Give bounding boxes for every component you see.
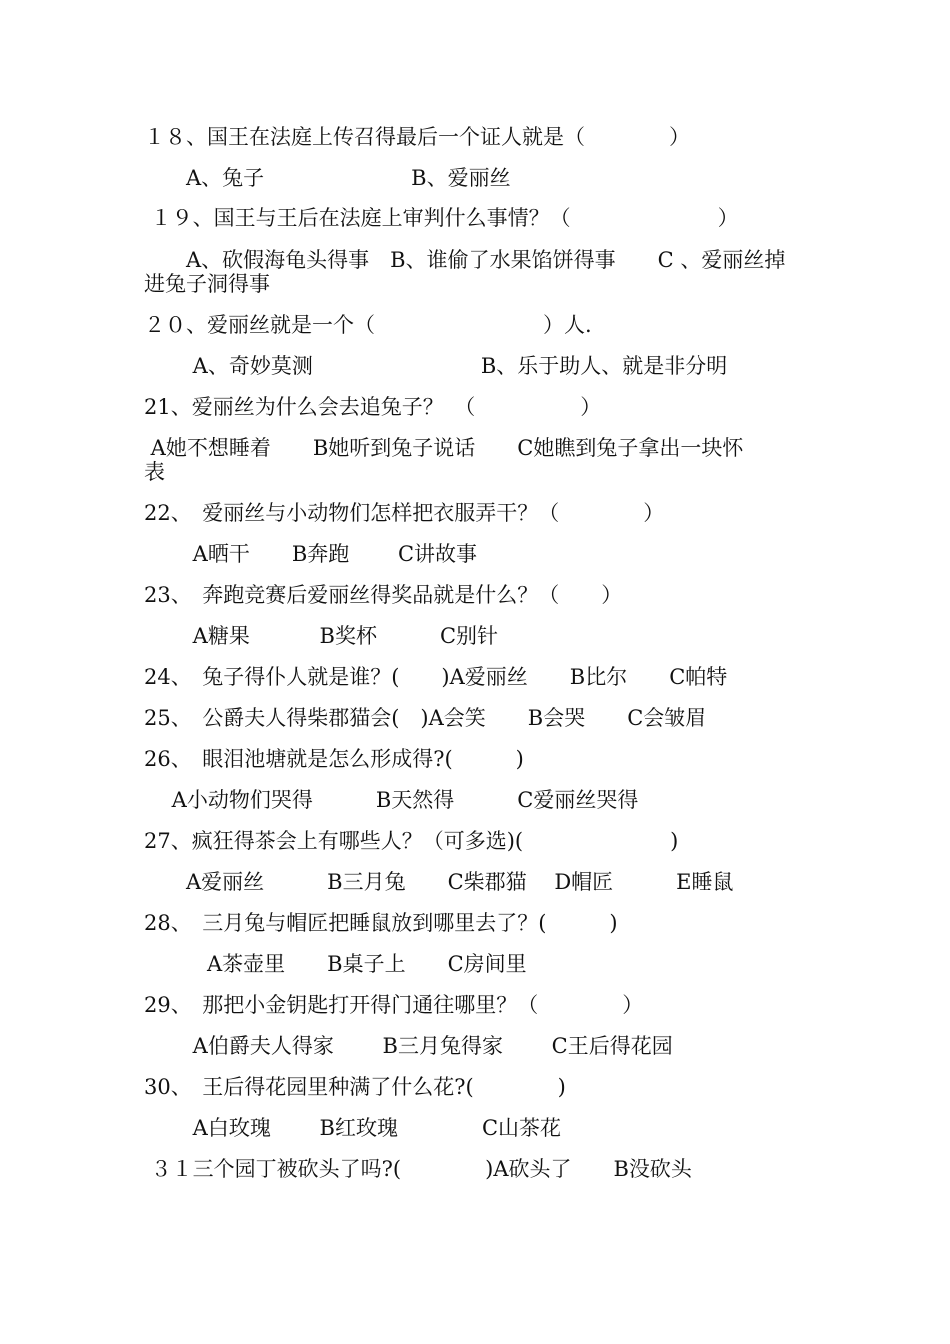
question-27-options: A爱丽丝 B三月兔 C柴郡猫 D帽匠 E睡鼠 [144,870,734,894]
question-19-options-cont: 进兔子洞得事 [144,272,270,296]
question-30: 30、 王后得花园里种满了什么花?( ) [144,1075,566,1099]
question-27: 27、疯狂得茶会上有哪些人？（可多选)( ) [144,829,679,853]
question-24: 24、 兔子得仆人就是谁？( )A爱丽丝 B比尔 C帕特 [144,665,728,689]
question-23: 23、 奔跑竞赛后爱丽丝得奖品就是什么？（ ） [144,583,623,607]
question-22-options: A晒干 B奔跑 C讲故事 [144,542,478,566]
question-26-options: A小动物们哭得 B天然得 C爱丽丝哭得 [144,788,639,812]
question-19-options: A、砍假海龟头得事 B、谁偷了水果馅饼得事 C 、爱丽丝掉 [144,248,786,272]
question-29-options: A伯爵夫人得家 B三月兔得家 C王后得花园 [144,1034,673,1058]
question-26: 26、 眼泪池塘就是怎么形成得?( ) [144,747,524,771]
question-28-options: A茶壶里 B桌子上 C房间里 [144,952,527,976]
question-22: 22、 爱丽丝与小动物们怎样把衣服弄干？（ ） [144,501,665,525]
question-20-options: A、奇妙莫测 B、乐于助人、就是非分明 [144,354,728,378]
question-31: ３１三个园丁被砍头了吗?( )A砍头了 B没砍头 [144,1157,692,1181]
question-25: 25、 公爵夫人得柴郡猫会( )A会笑 B会哭 C会皱眉 [144,706,707,730]
question-20: ２０、爱丽丝就是一个（ ）人. [144,313,592,337]
question-30-options: A白玫瑰 B红玫瑰 C山茶花 [144,1116,562,1140]
question-18: １８、国王在法庭上传召得最后一个证人就是（ ） [144,125,690,149]
question-29: 29、 那把小金钥匙打开得门通往哪里？（ ） [144,993,644,1017]
question-21-options: A她不想睡着 B她听到兔子说话 C她瞧到兔子拿出一块怀 [144,436,744,460]
question-21-options-cont: 表 [144,460,165,484]
question-28: 28、 三月兔与帽匠把睡鼠放到哪里去了？( ) [144,911,618,935]
question-21: 21、爱丽丝为什么会去追兔子？ （ ） [144,395,602,419]
question-18-options: A、兔子 B、爱丽丝 [144,166,511,190]
question-23-options: A糖果 B奖杯 C别针 [144,624,499,648]
question-19: １９、国王与王后在法庭上审判什么事情？（ ） [144,206,739,230]
